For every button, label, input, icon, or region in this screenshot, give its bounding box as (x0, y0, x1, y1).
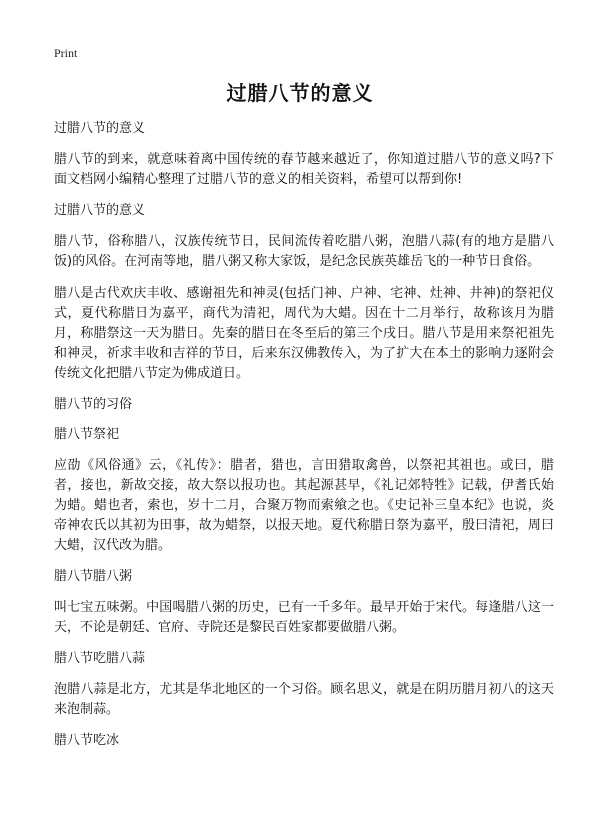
section-heading: 腊八节的习俗 (54, 397, 133, 412)
section-heading: 腊八节祭祀 (54, 427, 120, 442)
section-heading: 腊八节吃腊八蒜 (54, 651, 146, 666)
section-heading: 过腊八节的意义 (54, 121, 146, 136)
page-title: 过腊八节的意义 (226, 81, 374, 105)
paragraph: 叫七宝五味粥。中国喝腊八粥的历史，已有一千多年。最早开始于宋代。每逢腊八这一天，不论是朝廷、官府、寺院还是黎民百姓家都要做腊八粥。 (54, 600, 554, 635)
print-link[interactable]: Print (54, 46, 78, 60)
paragraph: 泡腊八蒜是北方，尤其是华北地区的一个习俗。顾名思义，就是在阴历腊月初八的这天来泡制蒜。 (54, 682, 554, 717)
article-body (54, 120, 554, 762)
paragraph: 腊八节，俗称腊八，汉族传统节日，民间流传着吃腊八粥，泡腊八蒜(有的地方是腊八饭)的风俗。在河南等地，腊八粥又称大家饭，是纪念民族英雄岳飞的一种节日食俗。 (54, 234, 554, 269)
paragraph: 应劭《风俗通》云，《礼传》：腊者，猎也，言田猎取禽兽，以祭祀其祖也。或曰，腊者，接也，新故交接，故大祭以报功也。其起源甚早，《礼记郊特牲》记载，伊耆氏始为蜡。蜡也者，索也，岁十二月，合聚万物而索飨之也。《史记补三皇本纪》也说，炎帝神农氏以其初为田事，故为蜡祭，以报天地。夏代称腊日祭为嘉平，殷曰清祀，周曰大蜡，汉代改为腊。 (54, 458, 554, 553)
paragraph: 腊八是古代欢庆丰收、感谢祖先和神灵(包括门神、户神、宅神、灶神、井神)的祭祀仪式，夏代称腊日为嘉平，商代为清祀，周代为大蜡。因在十二月举行，故称该月为腊月，称腊祭这一天为腊日。先秦的腊日在冬至后的第三个戌日。腊八节是用来祭祀祖先和神灵，祈求丰收和吉祥的节日，后来东汉佛教传入，为了扩大在本土的影响力逐附会传统文化把腊八节定为佛成道日。 (54, 286, 554, 381)
paragraph: 腊八节的到来，就意味着离中国传统的春节越来越近了，你知道过腊八节的意义吗?下面文档网小编精心整理了过腊八节的意义的相关资料，希望可以帮到你! (54, 152, 554, 187)
section-heading: 过腊八节的意义 (54, 203, 146, 218)
section-heading: 腊八节吃冰 (54, 733, 120, 748)
section-heading: 腊八节腊八粥 (54, 569, 133, 584)
